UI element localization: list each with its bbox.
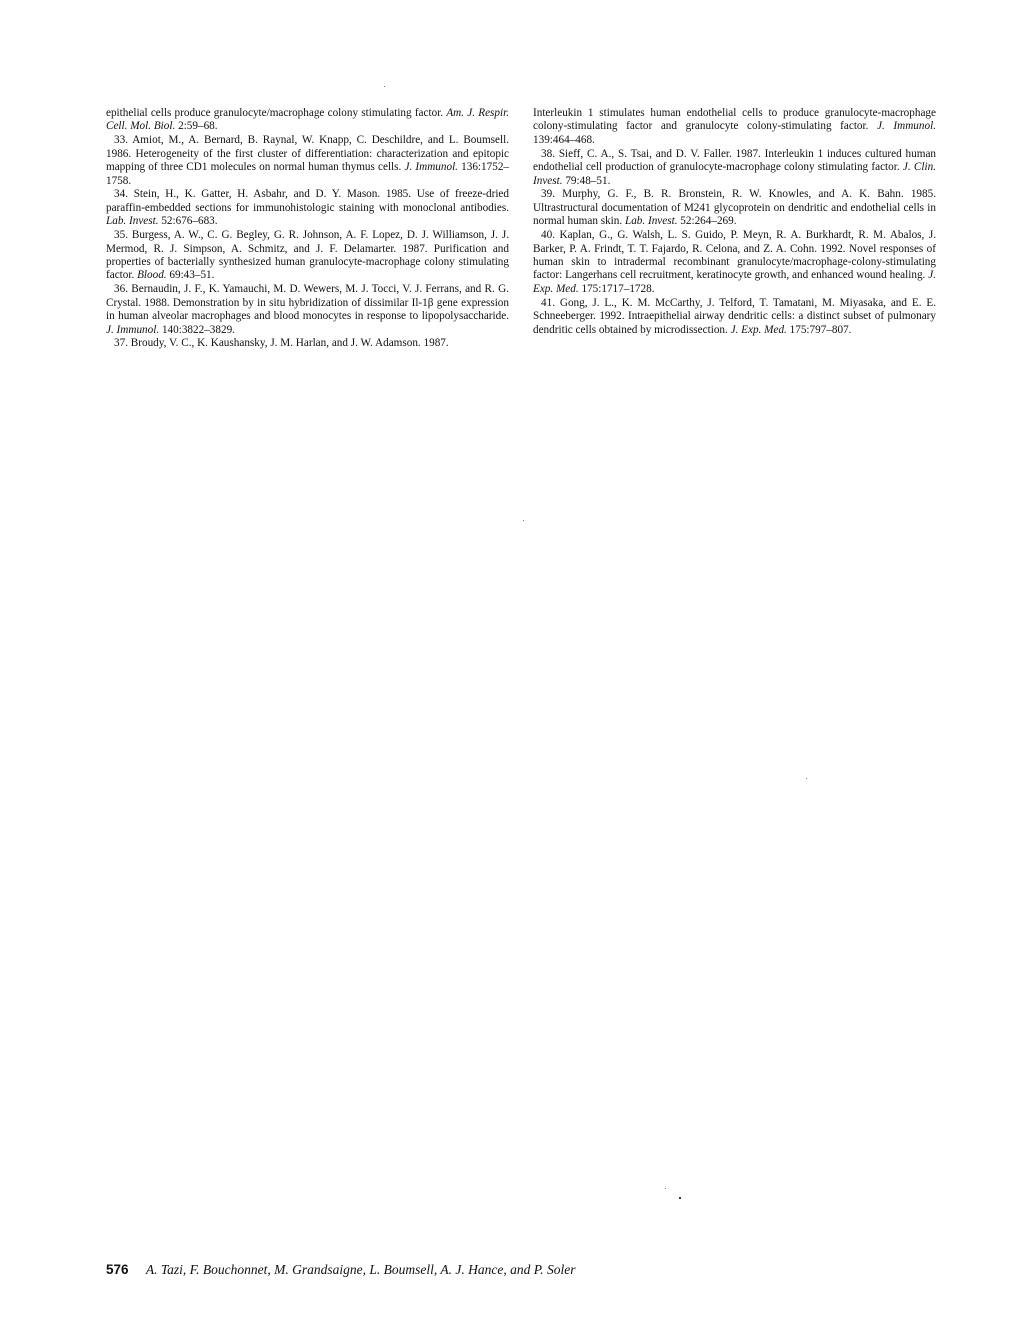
page-footer [106,1262,576,1278]
scan-speck [806,778,807,779]
reference-entry [106,337,509,350]
reference-text: 36. Bernaudin, J. F., K. Yamauchi, M. D. Wewers, M. J. Tocci, V. J. Ferrans, and R. G. Crystal. 1988. Demonstration by in situ hybridization of dissimilar Il-1β gene expression in human alveolar macrophages and blood monocytes in response to lipopolysaccharide. [106,283,509,323]
reference-text: 40. Kaplan, G., G. Walsh, L. S. Guido, P. Meyn, R. A. Burkhardt, R. M. Abalos, J. Barker, P. A. Frindt, T. T. Fajardo, R. Celona, and Z. A. Cohn. 1992. Novel responses of human skin to intradermal recombinant granulocyte/macrophage-colony-stimulating factor: Langerhans cell recruitment, keratinocyte growth, and enhanced wound healing. [533,229,936,282]
reference-text: 38. Sieff, C. A., S. Tsai, and D. V. Faller. 1987. Interleukin 1 induces cultured human endothelial cell production of granulocyte-macrophage colony stimulating factor. [533,147,936,174]
reference-volume-pages: 52:676–683. [158,215,218,228]
reference-volume-pages: 175:797–807. [786,323,852,336]
reference-text: 33. Amiot, M., A. Bernard, B. Raynal, W. Knapp, C. Deschildre, and L. Boumsell. 1986. Heterogeneity of the first cluster of differentiation: characterization and epitopic mapping of three CD1 molecules on normal human thymus cells. [106,134,509,174]
journal-title: J. Exp. Med. [730,323,787,336]
running-authors: A. Tazi, F. Bouchonnet, M. Grandsaigne, L. Boumsell, A. J. Hance, and P. Soler [145,1262,576,1277]
page-number: 576 [106,1262,129,1277]
journal-title: Blood. [137,269,167,282]
reference-entry [106,283,509,337]
reference-entry [106,188,509,228]
journal-title: J. Immunol. [877,120,936,133]
journal-title: Am. J. Respir. Cell. Mol. Biol. [106,107,509,133]
reference-entry [106,229,509,283]
reference-volume-pages: 139:464–468. [533,133,595,146]
journal-title: Lab. Invest. [106,215,159,228]
reference-entry [106,107,509,134]
scan-speck [679,1197,681,1199]
journal-title: J. Clin. Invest. [533,161,936,187]
reference-volume-pages: 2:59–68. [175,120,218,133]
journal-title: Lab. Invest. [624,215,678,228]
reference-entry [533,148,936,188]
reference-text: Interleukin 1 stimulates human endothelial cells to produce granulocyte-macrophage colony-stimulating factor and granulocyte colony-stimulating factor. [533,107,936,133]
reference-text: 39. Murphy, G. F., B. R. Bronstein, R. W. Knowles, and A. K. Bahn. 1985. Ultrastructural documentation of M241 glycoprotein on dendritic and endothelial cells in normal human skin. [533,188,936,228]
journal-title: J. Exp. Med. [533,269,936,295]
reference-entry [533,107,936,147]
reference-text: epithelial cells produce granulocyte/macrophage colony stimulating factor. [106,107,447,119]
reference-text: 35. Burgess, A. W., C. G. Begley, G. R. Johnson, A. F. Lopez, D. J. Williamson, J. J. Mermod, R. J. Simpson, A. Schmitz, and J. F. Delamarter. 1987. Purification and properties of bacterially synthesized human granulocyte-macrophage colony stimulating factor. [106,229,509,282]
journal-title: J. Immunol. [106,323,160,336]
scan-speck [384,86,385,87]
reference-volume-pages: 69:43–51. [166,269,215,282]
reference-text: 41. Gong, J. L., K. M. McCarthy, J. Telford, T. Tamatani, M. Miyasaka, and E. E. Schneeberger. 1992. Intraepithelial airway dendritic cells: a distinct subset of pulmonary dendritic cells obtained by microdissection. [533,296,936,336]
reference-entry [533,297,936,337]
scan-speck [523,520,524,521]
reference-entry [533,188,936,228]
reference-volume-pages: 79:48–51. [562,174,611,187]
left-reference-column [106,107,509,351]
journal-title: J. Immunol. [404,161,458,174]
reference-volume-pages: 175:1717–1728. [578,282,655,295]
reference-text: 37. Broudy, V. C., K. Kaushansky, J. M. Harlan, and J. W. Adamson. 1987. [114,337,449,350]
reference-text: 34. Stein, H., K. Gatter, H. Asbahr, and D. Y. Mason. 1985. Use of freeze-dried paraffin-embedded sections for immunohistologic staining with monoclonal antibodies. [106,188,509,214]
scan-speck [665,1188,666,1189]
reference-volume-pages: 140:3822–3829. [159,323,235,336]
reference-entry [533,229,936,296]
right-reference-column [533,107,936,337]
reference-volume-pages: 52:264–269. [677,215,737,228]
reference-volume-pages: 136:1752–1758. [106,161,510,187]
reference-entry [106,134,509,188]
